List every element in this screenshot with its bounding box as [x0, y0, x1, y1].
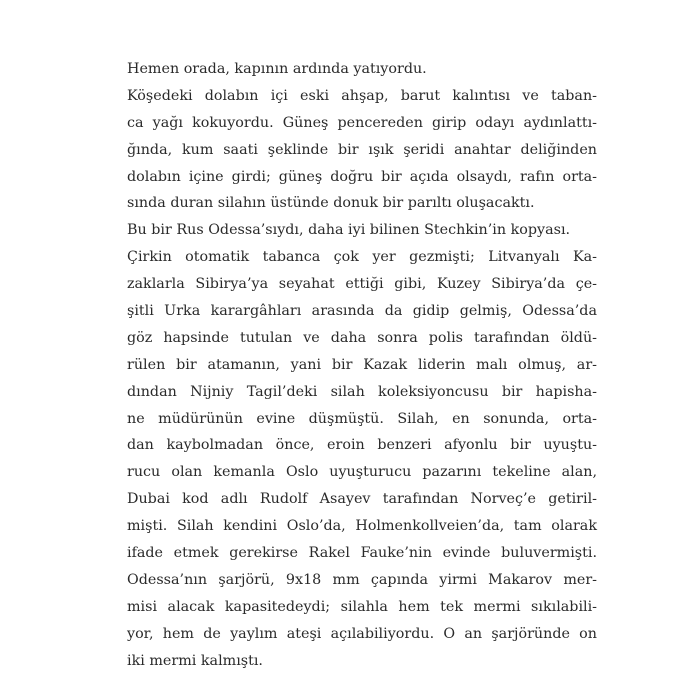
text-line: Bu bir Rus Odessa’sıydı, daha iyi bilinen Stechkin’in kopyası.	[127, 222, 571, 239]
text-line: ifade etmek gerekirse Rakel Fauke’nin evinde buluvermişti.	[127, 545, 597, 562]
text-line: iki mermi kalmıştı.	[127, 652, 263, 669]
text-line: Köşedeki dolabın içi eski ahşap, barut kalıntısı ve taban-	[127, 87, 597, 104]
text-line: misi alacak kapasitedeydi; silahla hem tek mermi sıkılabili-	[127, 598, 597, 615]
text-line: Odessa’nın şarjörü, 9x18 mm çapında yirmi Makarov mer-	[127, 571, 597, 588]
text-line: dından Nijniy Tagil’deki silah koleksiyoncusu bir hapisha-	[127, 383, 597, 400]
text-line: yor, hem de yaylım ateşi açılabiliyordu. O an şarjöründe on	[127, 625, 597, 642]
text-line: rucu olan kemanla Oslo uyuşturucu pazarını tekeline alan,	[127, 464, 597, 481]
text-line: dan kaybolmadan önce, eroin benzeri afyonlu bir uyuştu-	[127, 437, 597, 454]
text-line: Çirkin otomatik tabanca çok yer gezmişti; Litvanyalı Ka-	[127, 249, 597, 266]
text-line: ğında, kum saati şeklinde bir ışık şeridi anahtar deliğinden	[127, 141, 597, 158]
text-line: zaklarla Sibirya’ya seyahat ettiği gibi, Kuzey Sibirya’da çe-	[127, 276, 597, 293]
text-line: şitli Urka karargâhları arasında da gidip gelmiş, Odessa’da	[127, 303, 597, 320]
text-line: ne müdürünün evine düşmüştü. Silah, en sonunda, orta-	[127, 410, 597, 427]
text-line: dolabın içine girdi; güneş doğru bir açıda olsaydı, rafın orta-	[127, 168, 597, 185]
text-line: Hemen orada, kapının ardında yatıyordu.	[127, 61, 427, 77]
text-line: mişti. Silah kendini Oslo’da, Holmenkollveien’da, tam olarak	[127, 518, 597, 535]
text-line: göz hapsinde tutulan ve daha sonra polis tarafından öldü-	[127, 329, 597, 346]
text-line: sında duran silahın üstünde donuk bir parıltı oluşacaktı.	[127, 195, 535, 212]
text-line: rülen bir atamanın, yani bir Kazak liderin malı olmuş, ar-	[127, 356, 597, 373]
text-line: Dubai kod adlı Rudolf Asayev tarafından Norveç’e getiril-	[127, 491, 597, 508]
text-line: ca yağı kokuyordu. Güneş pencereden girip odayı aydınlattı-	[127, 114, 597, 131]
body-text	[127, 56, 597, 674]
